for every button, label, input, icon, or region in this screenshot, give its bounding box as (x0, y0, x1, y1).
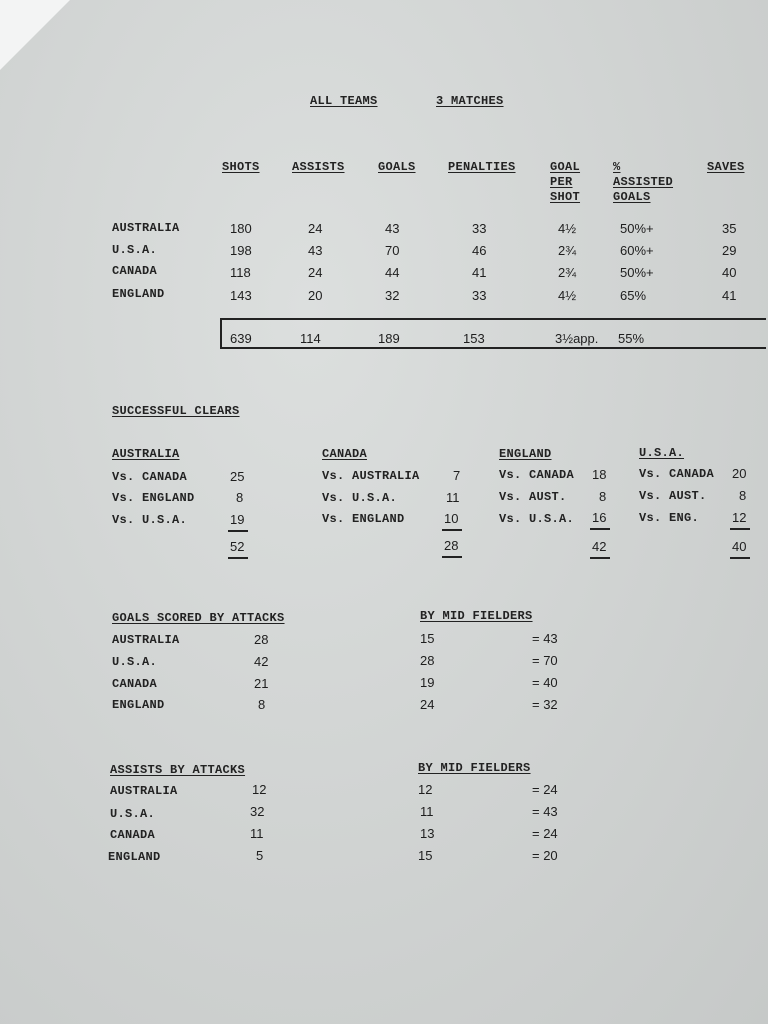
clears-opponent: Vs. ENGLAND (112, 491, 195, 505)
total-value: = 24 (532, 826, 558, 841)
header-assisted-goals: % ASSISTED GOALS (613, 160, 674, 204)
total-rule (590, 557, 610, 559)
clears-opponent: Vs. AUST. (639, 489, 707, 503)
total-rule (730, 557, 750, 559)
clears-total: 28 (444, 538, 459, 553)
total-value: = 20 (532, 848, 558, 863)
cell-goal-per-shot: 2¾ (558, 243, 577, 258)
clears-value: 12 (732, 510, 747, 525)
row-team: AUSTRALIA (112, 221, 180, 235)
mid-value: 13 (420, 826, 435, 841)
clears-total: 52 (230, 539, 245, 554)
cell-goals: 44 (385, 265, 400, 280)
totals-top-rule (220, 318, 766, 320)
header-goal-per-shot: GOAL PER SHOT (550, 160, 581, 204)
clears-opponent: Vs. U.S.A. (322, 491, 398, 505)
clears-value: 10 (444, 511, 459, 526)
cell-goals: 43 (385, 221, 400, 236)
cell-goal-per-shot: 4½ (558, 221, 577, 236)
clears-value: 11 (446, 490, 460, 505)
clears-opponent: Vs. CANADA (112, 470, 188, 484)
clears-heading: SUCCESSFUL CLEARS (112, 404, 240, 418)
title-matches: 3 MATCHES (436, 94, 504, 108)
clears-team: CANADA (322, 447, 368, 461)
header-penalties: PENALTIES (448, 160, 516, 174)
clears-opponent: Vs. CANADA (639, 467, 715, 481)
attacks-value: 32 (250, 804, 265, 819)
mid-value: 15 (420, 631, 435, 646)
row-team: ENGLAND (112, 287, 165, 301)
clears-opponent: Vs. U.S.A. (499, 512, 575, 526)
row-team: AUSTRALIA (112, 633, 180, 647)
sum-rule (590, 528, 610, 530)
header-goals: GOALS (378, 160, 416, 174)
clears-value: 8 (236, 490, 244, 505)
cell-assisted-pct: 50%+ (620, 221, 654, 236)
header-saves: SAVES (707, 160, 745, 174)
cell-shots: 118 (230, 265, 251, 280)
clears-opponent: Vs. AUST. (499, 490, 567, 504)
total-assisted-pct: 55% (618, 331, 645, 346)
attacks-value: 28 (254, 632, 269, 647)
row-team: ENGLAND (112, 698, 165, 712)
total-value: = 70 (532, 653, 558, 668)
sum-rule (730, 528, 750, 530)
title-all-teams: ALL TEAMS (310, 94, 378, 108)
clears-value: 8 (599, 489, 607, 504)
row-team: U.S.A. (112, 243, 158, 257)
mid-value: 15 (418, 848, 433, 863)
total-value: = 43 (532, 631, 558, 646)
total-rule (442, 556, 462, 558)
cell-assists: 24 (308, 265, 323, 280)
assists-heading: ASSISTS BY ATTACKS (110, 763, 246, 777)
total-value: = 32 (532, 697, 558, 712)
folded-corner (0, 0, 70, 70)
clears-value: 7 (453, 468, 461, 483)
clears-total: 40 (732, 539, 747, 554)
cell-goal-per-shot: 4½ (558, 288, 577, 303)
goals-scored-heading: GOALS SCORED BY ATTACKS (112, 611, 285, 625)
clears-value: 16 (592, 510, 607, 525)
header-assists: ASSISTS (292, 160, 345, 174)
clears-team: U.S.A. (639, 446, 685, 460)
cell-shots: 180 (230, 221, 252, 236)
row-team: CANADA (110, 828, 156, 842)
cell-saves: 40 (722, 265, 737, 280)
row-team: U.S.A. (110, 807, 156, 821)
cell-penalties: 41 (472, 265, 487, 280)
clears-team: ENGLAND (499, 447, 552, 461)
clears-opponent: Vs. ENG. (639, 511, 700, 525)
row-team: CANADA (112, 264, 158, 278)
row-team: AUSTRALIA (110, 784, 178, 798)
total-goal-per-shot: 3½app. (555, 331, 599, 346)
total-penalties: 153 (463, 331, 485, 346)
cell-assists: 24 (308, 221, 323, 236)
cell-assisted-pct: 50%+ (620, 265, 654, 280)
clears-value: 19 (230, 512, 245, 527)
cell-assists: 43 (308, 243, 323, 258)
mid-value: 12 (418, 782, 433, 797)
cell-shots: 198 (230, 243, 252, 258)
totals-bottom-rule (220, 347, 766, 349)
cell-assisted-pct: 60%+ (620, 243, 654, 258)
total-assists: 114 (300, 331, 321, 346)
total-value: = 40 (532, 675, 558, 690)
mid-value: 19 (420, 675, 435, 690)
cell-assisted-pct: 65% (620, 288, 647, 303)
cell-penalties: 33 (472, 288, 487, 303)
cell-penalties: 33 (472, 221, 487, 236)
mid-value: 11 (420, 804, 434, 819)
cell-goal-per-shot: 2¾ (558, 265, 577, 280)
total-rule (228, 557, 248, 559)
cell-shots: 143 (230, 288, 252, 303)
totals-left-rule (220, 318, 222, 349)
header-shots: SHOTS (222, 160, 260, 174)
attacks-value: 11 (250, 826, 264, 841)
clears-opponent: Vs. U.S.A. (112, 513, 188, 527)
clears-total: 42 (592, 539, 607, 554)
assists-midfielders-heading: BY MID FIELDERS (418, 761, 531, 775)
mid-value: 28 (420, 653, 435, 668)
clears-value: 25 (230, 469, 245, 484)
clears-opponent: Vs. ENGLAND (322, 512, 405, 526)
total-value: = 24 (532, 782, 558, 797)
clears-value: 20 (732, 466, 747, 481)
total-shots: 639 (230, 331, 252, 346)
attacks-value: 5 (256, 848, 264, 863)
cell-saves: 35 (722, 221, 737, 236)
row-team: ENGLAND (108, 850, 161, 864)
cell-goals: 32 (385, 288, 400, 303)
attacks-value: 42 (254, 654, 269, 669)
row-team: U.S.A. (112, 655, 158, 669)
attacks-value: 21 (254, 676, 269, 691)
attacks-value: 12 (252, 782, 267, 797)
clears-opponent: Vs. AUSTRALIA (322, 469, 420, 483)
clears-value: 8 (739, 488, 747, 503)
clears-team: AUSTRALIA (112, 447, 180, 461)
cell-saves: 29 (722, 243, 737, 258)
cell-penalties: 46 (472, 243, 487, 258)
total-value: = 43 (532, 804, 558, 819)
cell-saves: 41 (722, 288, 737, 303)
clears-value: 18 (592, 467, 607, 482)
sum-rule (228, 530, 248, 532)
attacks-value: 8 (258, 697, 266, 712)
cell-goals: 70 (385, 243, 400, 258)
mid-value: 24 (420, 697, 435, 712)
row-team: CANADA (112, 677, 158, 691)
clears-opponent: Vs. CANADA (499, 468, 575, 482)
total-goals: 189 (378, 331, 400, 346)
goals-midfielders-heading: BY MID FIELDERS (420, 609, 533, 623)
cell-assists: 20 (308, 288, 323, 303)
sum-rule (442, 529, 462, 531)
